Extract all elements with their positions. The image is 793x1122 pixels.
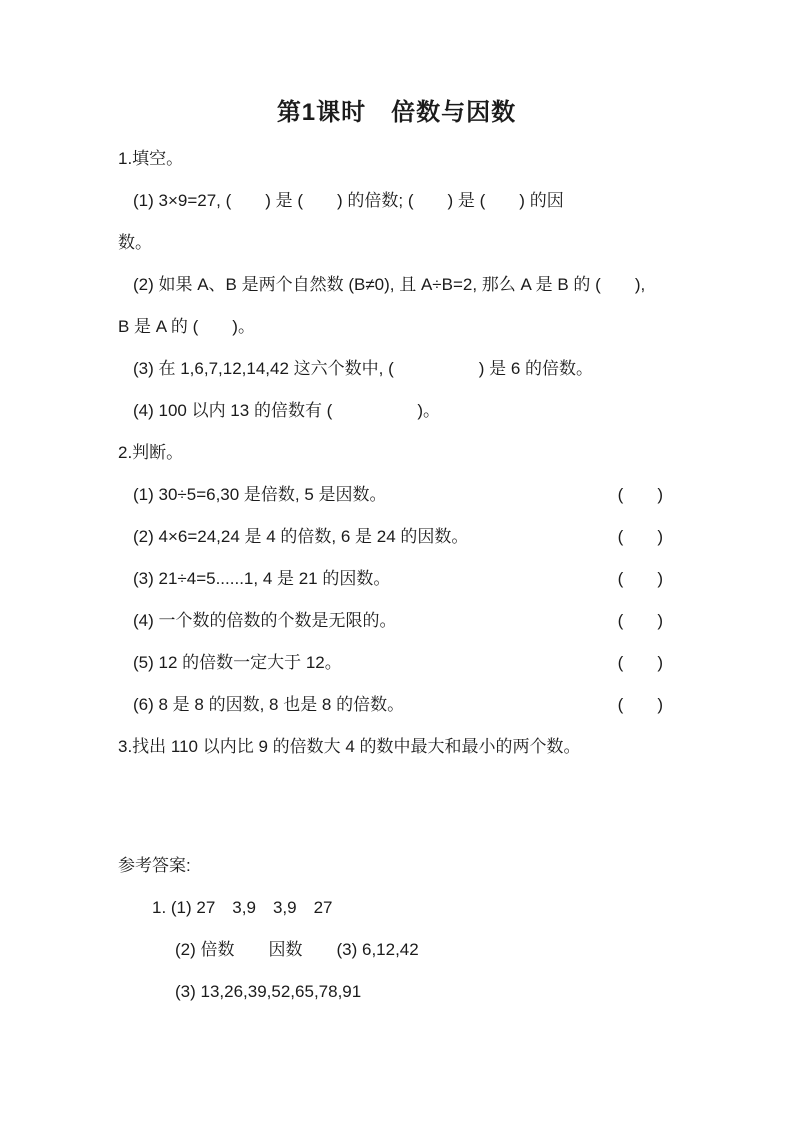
answer-line-3: (3) 13,26,39,52,65,78,91 <box>175 982 362 1001</box>
judge-item-1-text: (1) 30÷5=6,30 是倍数, 5 是因数。 <box>133 485 387 504</box>
fill-blank-item-1-line-1: (1) 3×9=27, ( ) 是 ( ) 的倍数; ( ) 是 ( ) 的因 <box>133 191 564 210</box>
fill-blank-item-2-line-2: B 是 A 的 ( )。 <box>118 317 255 336</box>
fill-blank-item-3: (3) 在 1,6,7,12,14,42 这六个数中, ( ) 是 6 的倍数。 <box>133 359 594 378</box>
judge-item-1-answer-blank: ( ) <box>617 485 663 504</box>
fill-blank-item-2 <box>118 264 683 348</box>
judge-item-2-answer-blank: ( ) <box>617 527 663 546</box>
worksheet-body <box>0 138 793 1013</box>
judge-item-6-answer-blank: ( ) <box>617 695 663 714</box>
fill-blank-item-1-line-2: 数。 <box>118 233 152 252</box>
judge-item-5-text: (5) 12 的倍数一定大于 12。 <box>133 653 342 672</box>
answer-line-2: (2) 倍数 因数 (3) 6,12,42 <box>175 940 419 959</box>
section-3-heading: 3.找出 110 以内比 9 的倍数大 4 的数中最大和最小的两个数。 <box>118 737 581 756</box>
judge-item-3-text: (3) 21÷4=5......1, 4 是 21 的因数。 <box>133 569 391 588</box>
judge-item-4-text: (4) 一个数的倍数的个数是无限的。 <box>133 611 397 630</box>
fill-blank-item-2-line-1: (2) 如果 A、B 是两个自然数 (B≠0), 且 A÷B=2, 那么 A 是 B 的 ( ), <box>133 275 646 294</box>
fill-blank-item-1 <box>118 180 683 264</box>
judge-item-6-text: (6) 8 是 8 的因数, 8 也是 8 的倍数。 <box>133 695 405 714</box>
judge-item-5 <box>118 642 683 684</box>
judge-item-2-text: (2) 4×6=24,24 是 4 的倍数, 6 是 24 的因数。 <box>133 527 469 546</box>
answer-key-heading: 参考答案: <box>118 856 191 875</box>
section-2-heading: 2.判断。 <box>118 443 184 462</box>
judge-item-4-answer-blank: ( ) <box>617 611 663 630</box>
judge-item-3-answer-blank: ( ) <box>617 569 663 588</box>
judge-item-1 <box>118 474 683 516</box>
worksheet-title: 第1课时 倍数与因数 <box>276 99 517 126</box>
fill-blank-item-4: (4) 100 以内 13 的倍数有 ( )。 <box>133 401 440 420</box>
answer-line-1: 1. (1) 27 3,9 3,9 27 <box>152 898 333 917</box>
judge-item-5-answer-blank: ( ) <box>617 653 663 672</box>
judge-item-3 <box>118 558 683 600</box>
judge-item-4 <box>118 600 683 642</box>
judge-item-6 <box>118 684 683 726</box>
section-1-heading: 1.填空。 <box>118 149 184 168</box>
judge-item-2 <box>118 516 683 558</box>
